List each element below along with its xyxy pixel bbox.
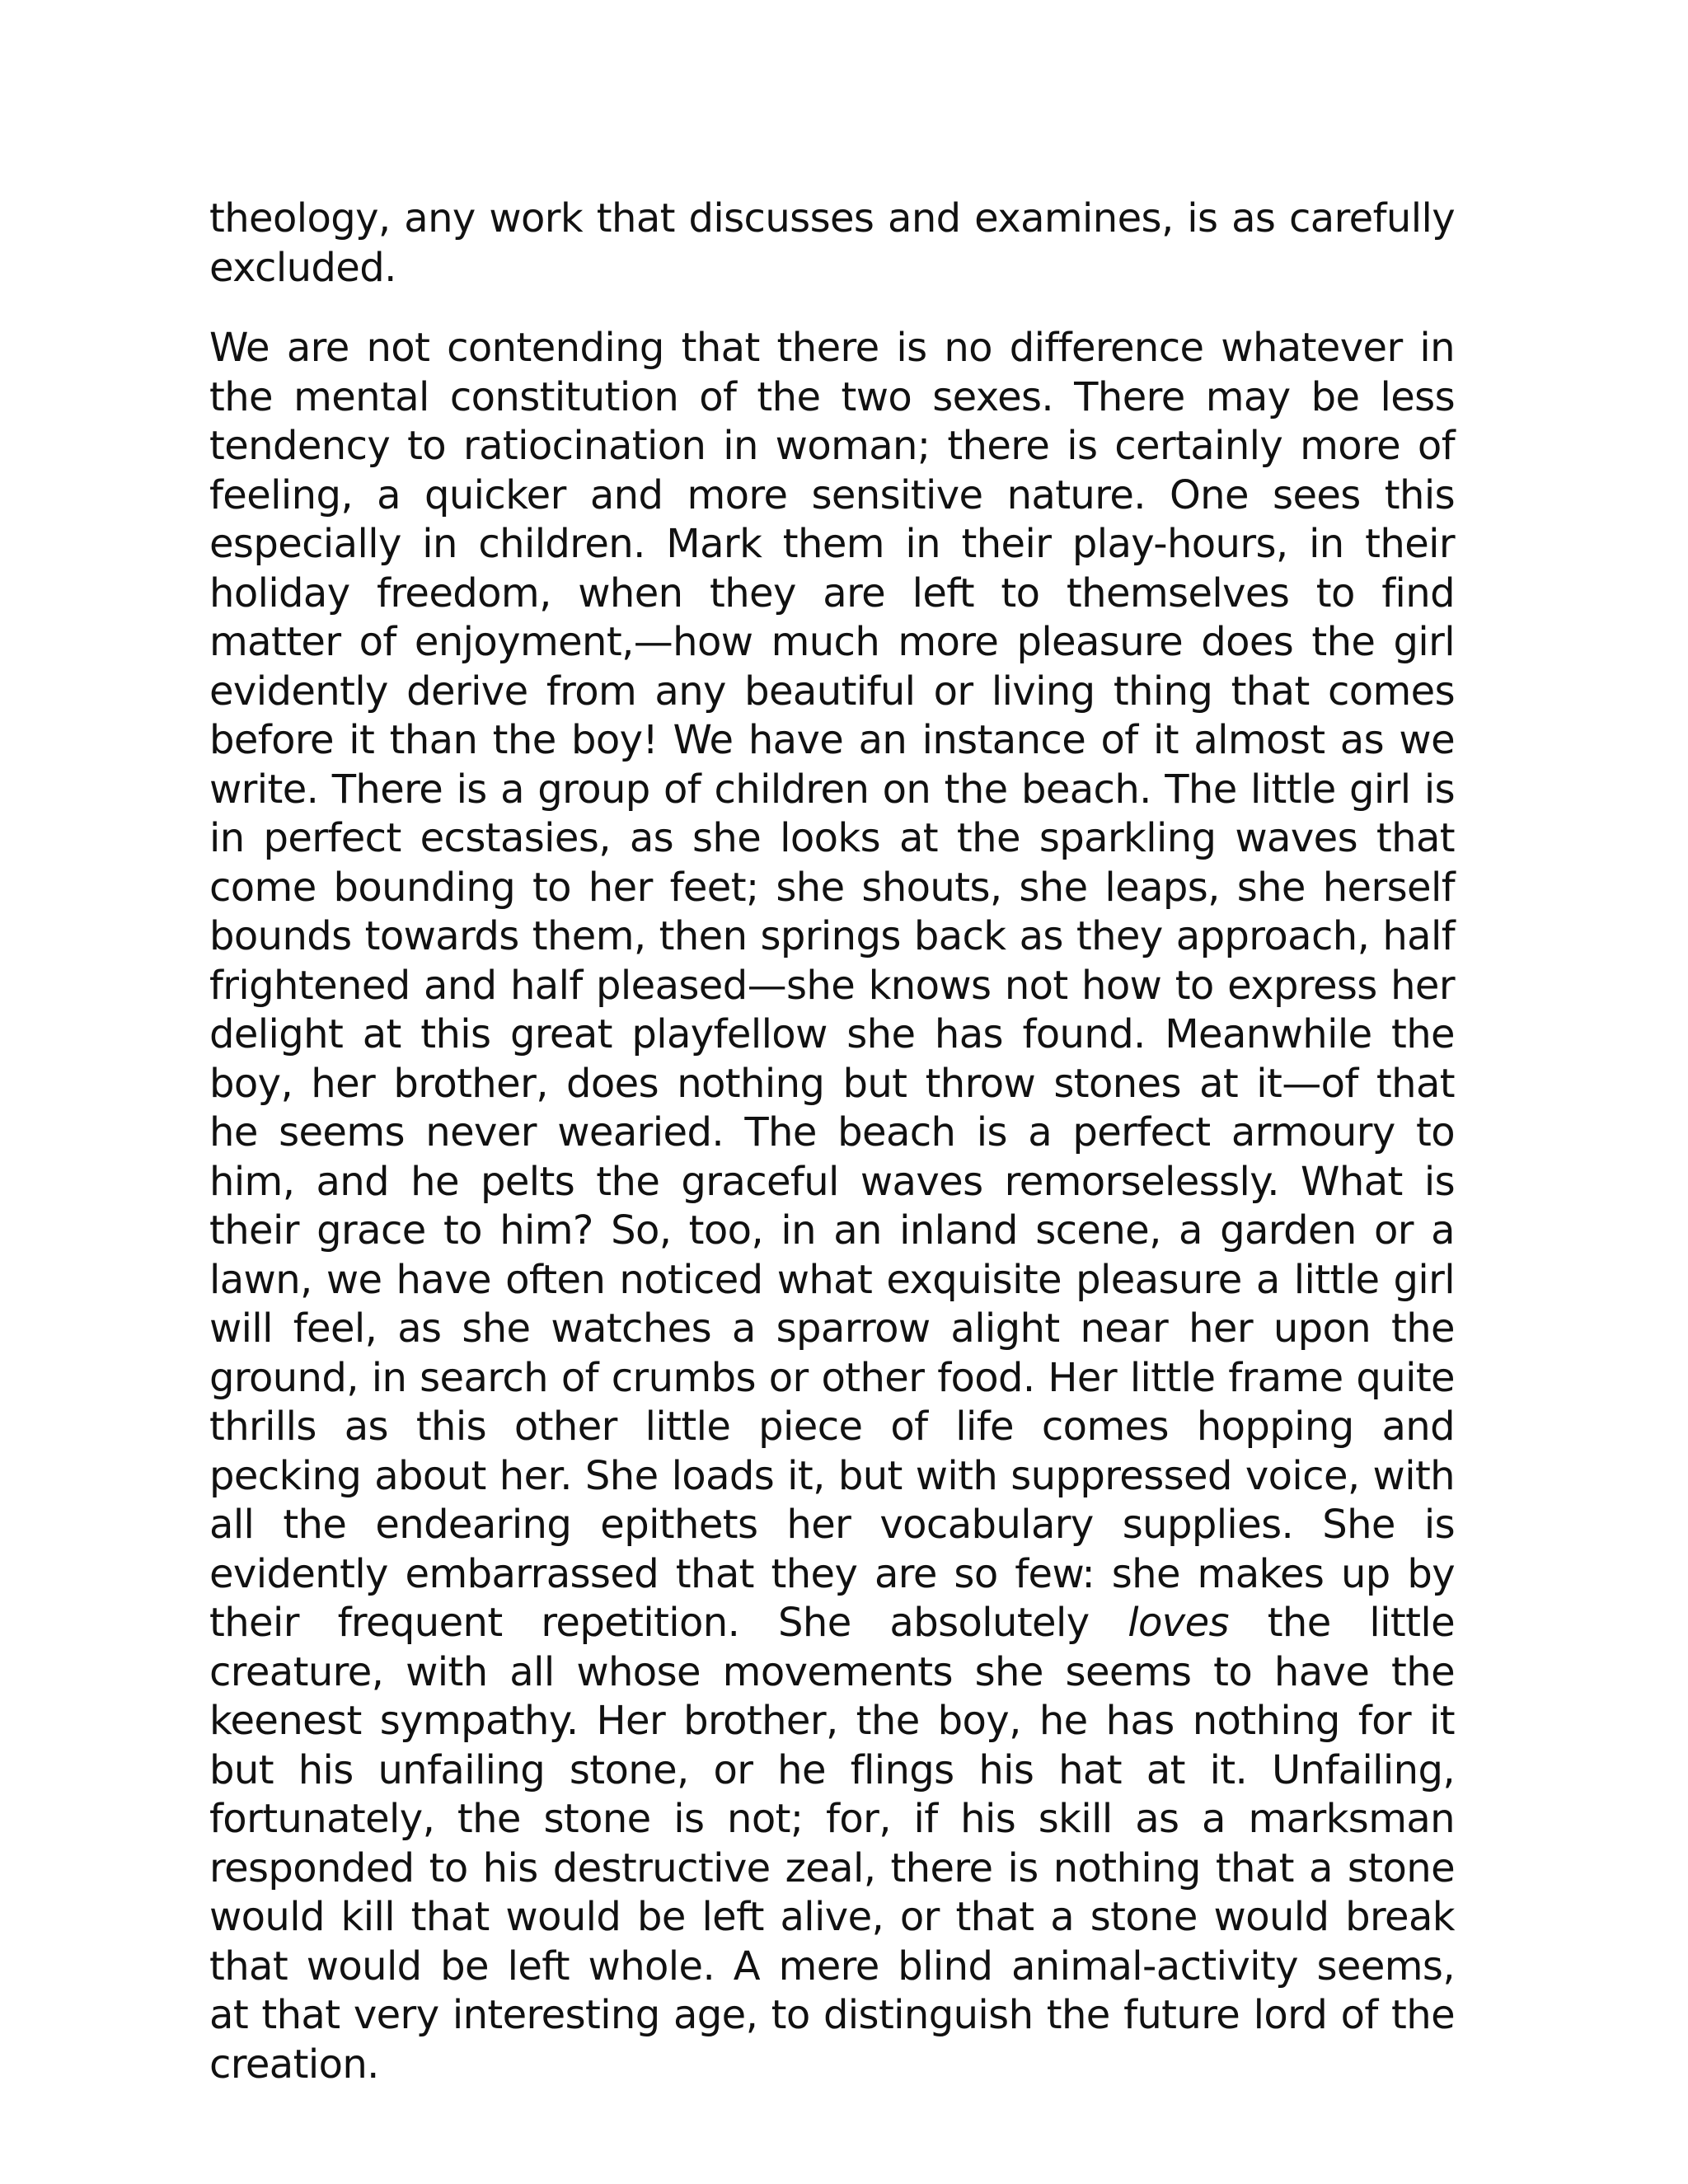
document-page (209, 194, 1455, 2089)
paragraph-1-text: theology, any work that discusses and examines, is as carefully excluded. (209, 195, 1455, 291)
paragraph-2 (209, 324, 1455, 2089)
paragraph-2-text-before: We are not contending that there is no difference whatever in the mental constitution of the two sexes. There may be less tendency to ratiocination in woman; there is certainly more of feeling, a quicker and more sensitive nature. One sees this especially in children. Mark them in their play-hours, in their holiday freedom, when they are left to themselves to find matter of enjoyment,—how much more pleasure does the girl evidently derive from any beautiful or living thing that comes before it than the boy! We have an instance of it almost as we write. There is a group of children on the beach. The little girl is in perfect ecstasies, as she looks at the sparkling waves that come bounding to her feet; she shouts, she leaps, she herself bounds towards them, then springs back as they approach, half frightened and half pleased—she knows not how to express her delight at this great playfellow she has found. Meanwhile the boy, her brother, does nothing but throw stones at it—of that he seems never wearied. The beach is a perfect armoury to him, and he pelts the graceful waves remorselessly. What is their grace to him? So, too, in an inland scene, a garden or a lawn, we have often noticed what exquisite pleasure a little girl will feel, as she watches a sparrow alight near her upon the ground, in search of crumbs or other food. Her little frame quite thrills as this other little piece of life comes hopping and pecking about her. She loads it, but with suppressed voice, with all the endearing epithets her vocabulary supplies. She is evidently embarrassed that they are so few: she makes up by their frequent repetition. She absolutely (209, 325, 1455, 1646)
paragraph-1 (209, 194, 1455, 293)
emphasized-word: loves (1128, 1600, 1229, 1646)
paragraph-2-text-after: the little creature, with all whose movements she seems to have the keenest sympathy. Her brother, the boy, he has nothing for it but his unfailing stone, or he flings his hat at it. Unfailing, fortunately, the stone is not; for, if his skill as a marksman responded to his destructive zeal, there is nothing that a stone would kill that would be left alive, or that a stone would break that would be left whole. A mere blind animal-activity seems, at that very interesting age, to distinguish the future lord of the creation. (209, 1600, 1455, 2088)
